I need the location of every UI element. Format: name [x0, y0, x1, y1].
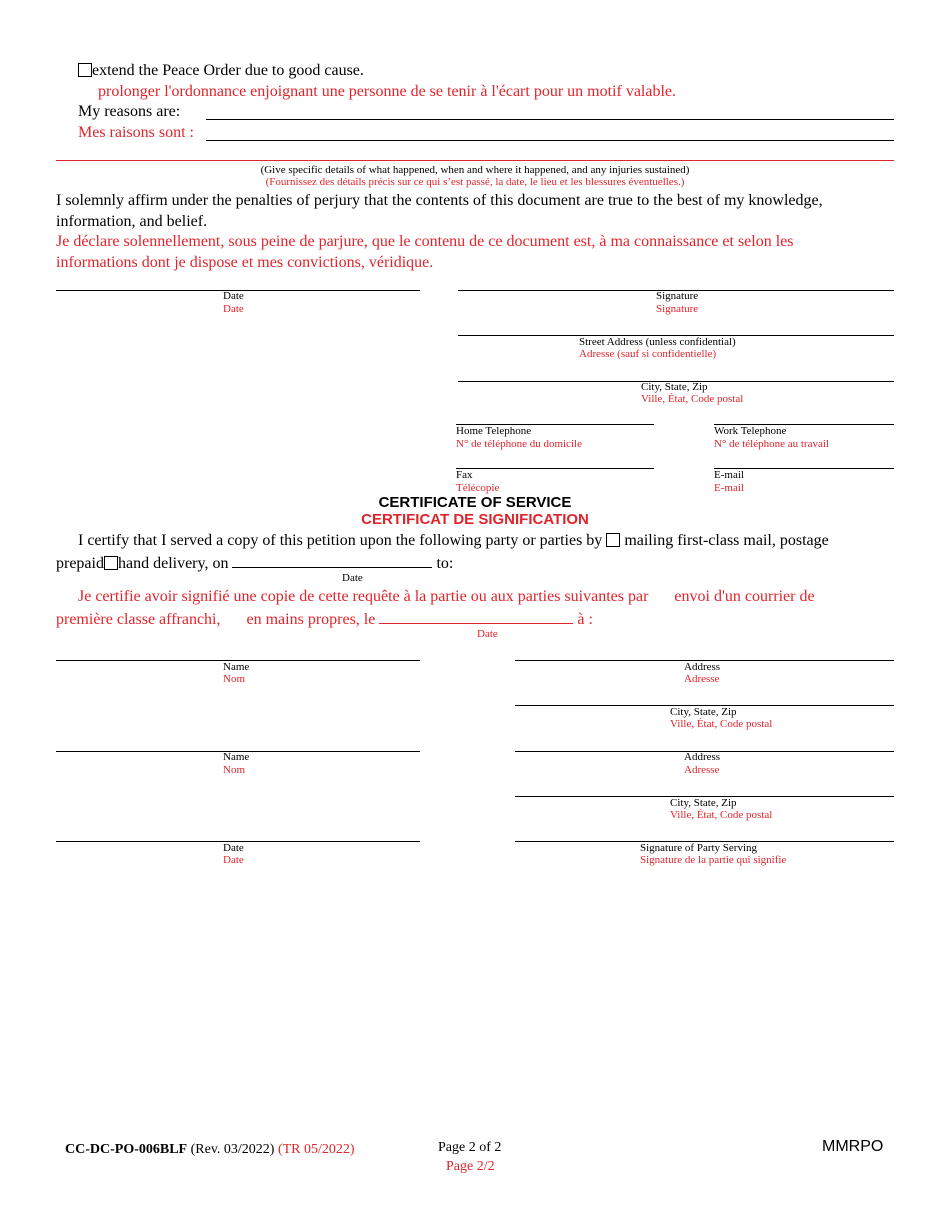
service-date-field-fr[interactable] — [379, 609, 573, 624]
service-date-caption-fr-2: Date — [223, 854, 244, 866]
form-tr: (TR 05/2022) — [277, 1142, 355, 1157]
certify-fr-part1: Je certifie avoir signifié une copie de cette requête à la partie ou aux parties suivantes par — [78, 588, 649, 605]
signature-caption-en: Signature — [656, 290, 699, 302]
city-caption-en-1: City, State, Zip — [670, 706, 737, 718]
reasons-label-fr: Mes raisons sont : — [78, 124, 194, 141]
certify-en-part4: hand delivery, on — [117, 555, 229, 572]
affirm-en-line2: information, and belief. — [56, 213, 208, 230]
city-caption-en-2: City, State, Zip — [670, 797, 737, 809]
service-date-caption-en-2: Date — [223, 842, 244, 854]
fax-line[interactable] — [456, 468, 654, 469]
home-phone-caption-fr: N° de téléphone du domicile — [456, 438, 582, 450]
address-caption-en-2: Address — [684, 751, 721, 763]
service-date-field-en[interactable] — [232, 553, 432, 568]
reasons-line-2[interactable] — [206, 140, 894, 141]
city-caption-fr-1: Ville, État, Code postal — [670, 718, 773, 730]
affirm-fr-line1: Je déclare solennellement, sous peine de parjure, que le contenu de ce document est, à ma connaissance et selon les — [56, 233, 794, 250]
details-hint-en: (Give specific details of what happened, when and where it happened, and any injuries sustained) — [260, 164, 690, 176]
certify-en-part2: mailing first-class mail, postage — [624, 532, 829, 549]
extend-label-en: extend the Peace Order due to good cause. — [92, 62, 364, 79]
page-number-en: Page 2 of 2 — [438, 1140, 502, 1155]
certify-fr-part2: envoi d'un courrier de — [674, 588, 815, 605]
signature-caption-fr: Signature — [656, 303, 699, 315]
certify-en-line2 — [56, 553, 453, 573]
page-number-fr: Page 2/2 — [446, 1159, 495, 1174]
party-signature-caption-en: Signature of Party Serving — [640, 842, 758, 854]
name-caption-en-2: Name — [223, 751, 250, 763]
affirm-fr-line2: informations dont je dispose et mes convictions, véridique. — [56, 254, 434, 271]
certify-en-part5: to: — [436, 555, 454, 572]
certify-fr-part5: à : — [577, 611, 593, 628]
name-caption-en-1: Name — [223, 661, 250, 673]
form-rev: (Rev. 03/2022) — [190, 1142, 275, 1157]
service-date-caption-en: Date — [342, 572, 363, 584]
city-caption-fr-2: Ville, État, Code postal — [670, 809, 773, 821]
extend-option — [78, 62, 364, 80]
fax-caption-fr: Télécopie — [456, 482, 500, 494]
certify-en-line1 — [78, 532, 829, 550]
party-signature-caption-fr: Signature de la partie qui signifie — [640, 854, 787, 866]
certify-fr-part4: en mains propres, le — [246, 611, 376, 628]
mail-checkbox[interactable] — [606, 533, 620, 547]
reasons-line-3[interactable] — [56, 160, 894, 161]
home-phone-caption-en: Home Telephone — [456, 425, 532, 437]
address-caption-fr-1: Adresse — [684, 673, 720, 685]
email-caption-en: E-mail — [714, 469, 744, 481]
certificate-title-fr: CERTIFICAT DE SIGNIFICATION — [361, 511, 589, 528]
work-phone-caption-en: Work Telephone — [714, 425, 787, 437]
form-id — [65, 1142, 355, 1158]
hand-delivery-checkbox[interactable] — [104, 556, 118, 570]
street-caption-en: Street Address (unless confidential) — [579, 336, 736, 348]
date-caption-en: Date — [223, 290, 244, 302]
certificate-title-en: CERTIFICATE OF SERVICE — [378, 494, 572, 511]
extend-label-fr: prolonger l'ordonnance enjoignant une personne de se tenir à l'écart pour un motif valable. — [98, 83, 677, 100]
service-date-caption-fr: Date — [477, 628, 498, 640]
city-caption-en: City, State, Zip — [641, 381, 708, 393]
reasons-line-1[interactable] — [206, 119, 894, 120]
certify-fr-part3: première classe affranchi, — [56, 611, 221, 628]
reasons-label-en: My reasons are: — [78, 103, 181, 120]
date-caption-fr: Date — [223, 303, 244, 315]
form-code: CC-DC-PO-006BLF — [65, 1142, 188, 1157]
affirm-en-line1: I solemnly affirm under the penalties of perjury that the contents of this document are true to the best of my knowledge, — [56, 192, 823, 209]
email-caption-fr: E-mail — [714, 482, 744, 494]
work-phone-caption-fr: N° de téléphone au travail — [714, 438, 829, 450]
certify-fr-line1 — [78, 588, 815, 606]
city-caption-fr: Ville, État, Code postal — [641, 393, 744, 405]
address-caption-en-1: Address — [684, 661, 721, 673]
name-caption-fr-2: Nom — [223, 764, 245, 776]
street-caption-fr: Adresse (sauf si confidentielle) — [579, 348, 717, 360]
certify-fr-line2 — [56, 609, 593, 629]
certify-en-part3: prepaid — [56, 555, 104, 572]
address-caption-fr-2: Adresse — [684, 764, 720, 776]
name-caption-fr-1: Nom — [223, 673, 245, 685]
form-short-code: MMRPO — [822, 1138, 884, 1155]
details-hint-fr: (Fournissez des détails précis sur ce qui s’est passé, la date, le lieu et les blessures éventuelles.) — [265, 176, 685, 188]
certify-en-part1: I certify that I served a copy of this petition upon the following party or parties by — [78, 532, 603, 549]
fax-caption-en: Fax — [456, 469, 473, 481]
extend-checkbox[interactable] — [78, 63, 92, 77]
